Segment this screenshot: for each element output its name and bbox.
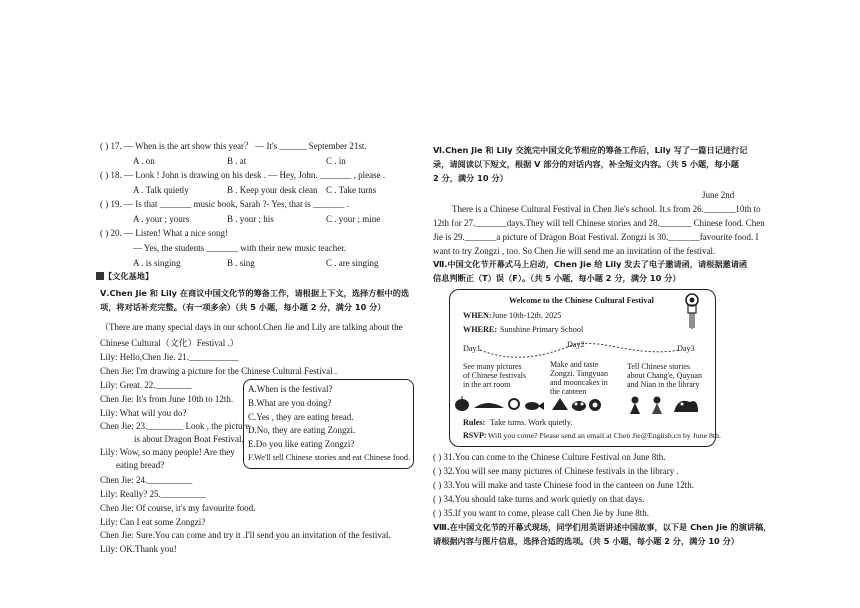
nian-beast-icon bbox=[674, 401, 698, 412]
q19-option-b: B . your ; his bbox=[227, 214, 274, 224]
section-tag: 【文化基地】 bbox=[104, 271, 154, 281]
question-18: ( ) 18. — Look ! John is drawing on his desk . — Hey, John. _______ , please . bbox=[100, 170, 386, 180]
section-8-title-line2: 请根据内容与图片信息，选择合适的选项。（共 5 小题，每小题 2 分，满分 10 分） bbox=[433, 536, 739, 546]
q18-option-b: B . Keep your desk clean bbox=[227, 185, 318, 195]
flyer-when-label: WHEN: bbox=[463, 311, 492, 320]
flyer-day1: Day1 bbox=[463, 344, 481, 353]
dialog-line: Chen Jie: Sure.You can come and try it .I'll send you an invitation of the festival. bbox=[100, 530, 391, 540]
q17-option-b: B . at bbox=[227, 156, 247, 166]
question-20: ( ) 20. — Listen! What a nice song! bbox=[100, 228, 229, 238]
q17-option-a: A . on bbox=[133, 156, 155, 166]
q18-option-c: C . Take turns bbox=[326, 185, 377, 195]
diary-line: Jie is 29._______a picture of Dragon Boat Festival. Zongzi is 30._______favourite food. I bbox=[433, 232, 759, 242]
dialog-line: Lily: Hello,Chen Jie. 21.___________ bbox=[100, 352, 239, 362]
dialog-line: Chen Jie: 24.__________ bbox=[100, 475, 193, 485]
flyer-rsvp: Will you come? Please send an email at Chen Jie@English.cn by June 8th. bbox=[488, 431, 721, 440]
flyer-title: Welcome to the Chinese Cultural Festival bbox=[509, 296, 654, 305]
dialog-line: eating bread? bbox=[116, 460, 165, 470]
option-b: B.What are you doing? bbox=[248, 398, 332, 408]
changee-icon bbox=[630, 397, 640, 415]
question-17: ( ) 17. — When is the art show this year？ — It's ______ September 21st. bbox=[100, 141, 367, 151]
q17-option-c: C . in bbox=[326, 156, 346, 166]
dialog-line: Lily: Wow, so many people! Are they bbox=[100, 447, 235, 457]
q18-option-a: A . Talk quietly bbox=[133, 185, 189, 195]
dialog-line: Chen Jie: 23.________ Look , the picture bbox=[100, 421, 250, 431]
option-a: A.When is the festival? bbox=[248, 384, 333, 394]
flyer-rules: Take turns. Work quietly. bbox=[490, 418, 573, 427]
tangyuan-icon bbox=[572, 401, 586, 411]
flyer-where: Sunshine Primary School bbox=[500, 325, 584, 334]
q20-option-b: B . sing bbox=[227, 258, 255, 268]
diary-date: June 2nd bbox=[702, 190, 735, 200]
zongzi-icon bbox=[552, 398, 568, 410]
lantern-icon bbox=[455, 396, 469, 411]
timeline-path bbox=[470, 338, 700, 362]
dialog-line: Chen Jie: It's from June 10th to 12th. bbox=[100, 394, 234, 404]
tf-question-33: ( ) 33.You will make and taste Chinese food in the canteen on June 12th. bbox=[433, 480, 695, 490]
flyer-day1-activity: See many pictures of Chinese festivals in the art room bbox=[463, 362, 527, 389]
flyer-when: June 10th-12th. 2025 bbox=[492, 311, 562, 320]
section-6-title-line3: 2 分，满分 10 分） bbox=[433, 173, 508, 183]
chinese-knot-icon bbox=[681, 292, 703, 330]
section-7-title: Ⅶ.中国文化节开幕式马上启动，Chen Jie 给 Lily 发去了电子邀请函，请根据邀请函 bbox=[433, 259, 748, 269]
intro-line-2: Chinese Cultural（文化）Festival .） bbox=[100, 338, 239, 348]
flyer-rsvp-label: RSVP: bbox=[463, 431, 487, 440]
dialog-line: Lily: What will you do? bbox=[100, 408, 187, 418]
tf-question-34: ( ) 34.You should take turns and work quietly on that days. bbox=[433, 494, 645, 504]
intro-line-1: （There are many special days in our school.Chen Jie and Lily are talking about the bbox=[100, 322, 403, 332]
dialog-line: Lily: Really? 25.__________ bbox=[100, 489, 206, 499]
section-7-title-line2: 信息判断正（T）误（F）。（共 5 小题，每小题 2 分，满分 10 分） bbox=[433, 273, 681, 283]
option-f: F.We'll tell Chinese stories and eat Chinese food. bbox=[248, 453, 411, 462]
dragon-boat-icon bbox=[474, 403, 504, 408]
tf-question-32: ( ) 32.You will see many pictures of Chinese festivals in the library . bbox=[433, 466, 679, 476]
question-19: ( ) 19. — Is that _______ music book, Sarah ?- Yes, that is _______ . bbox=[100, 199, 349, 209]
section-6-title: Ⅵ.Chen Jie 和 Lily 交流完中国文化节相应的筹备工作后，Lily 写了一篇日记进行记 bbox=[433, 145, 748, 155]
option-d: D.No, they are eating Zongzi. bbox=[248, 425, 356, 435]
flyer-day2-activity: Make and taste Zongzi. Tangyuan and mooncakes in the canteen bbox=[550, 360, 608, 396]
flyer-day3-activity: Tell Chinese stories about Chang'e, Quyuan and Nian in the library bbox=[627, 362, 702, 389]
q20-option-c: C . are singing bbox=[326, 258, 379, 268]
flyer-where-label: WHERE: bbox=[463, 325, 498, 334]
question-20-line2: — Yes, the students _______ with their new music teacher. bbox=[133, 243, 346, 253]
section-6-title-line2: 录，请阅读以下短文，根据 V 部分的对话内容，补全短文内容。（共 5 小题，每小题 bbox=[433, 159, 739, 169]
q20-option-a: A . is singing bbox=[133, 258, 181, 268]
q19-option-a: A . your ; yours bbox=[133, 214, 190, 224]
tf-question-31: ( ) 31.You can come to the Chinese Culture Festival on June 8th. bbox=[433, 452, 666, 462]
option-e: E.Do you like eating Zongzi? bbox=[248, 439, 355, 449]
diary-line: There is a Chinese Cultural Festival in Chen Jie's school. It.s from 26._______10th to bbox=[452, 204, 761, 214]
option-c: C.Yes , they are eating bread. bbox=[248, 412, 354, 422]
diary-line: 12th for 27._______days.They will tell Chinese stories and 28._______ Chinese food. Chen bbox=[433, 218, 765, 228]
dialog-line: Lily: Can I eat some Zongzi? bbox=[100, 517, 206, 527]
section-5-title: Ⅴ.Chen Jie 和 Lily 在商议中国文化节的筹备工作，请根据上下文，选择方框中的选 bbox=[100, 288, 410, 298]
dialog-line: Chen Jie: Of course, it's my favourite food. bbox=[100, 503, 256, 513]
mooncake-icon bbox=[589, 399, 601, 411]
dialog-line: Lily: OK.Thank you! bbox=[100, 544, 177, 554]
quyuan-icon bbox=[652, 397, 662, 415]
fireworks-icon bbox=[509, 399, 519, 409]
diary-line: want to try Zongzi , too. So Chen Jie will send me an invitation of the festival. bbox=[433, 246, 716, 256]
dialog-line: is about Dragon Boat Festival. bbox=[134, 434, 244, 444]
section-5-title-line2: 项，将对话补充完整。（有一项多余）（共 5 小题，每小题 2 分，满分 10 分） bbox=[100, 302, 386, 312]
section-marker-icon bbox=[96, 272, 104, 280]
flyer-illustrations bbox=[452, 394, 710, 416]
flyer-day3: Day3 bbox=[677, 344, 695, 353]
flyer-day2: Day2 bbox=[567, 340, 585, 349]
q19-option-c: C . your ; mine bbox=[326, 214, 381, 224]
dialog-line: Lily: Great. 22.________ bbox=[100, 380, 192, 390]
flyer-rules-label: Rules: bbox=[463, 418, 486, 427]
tf-question-35: ( ) 35.If you want to come, please call Chen Jie by June 8th. bbox=[433, 508, 649, 518]
dialog-line: Chen Jie: I'm drawing a picture for the Chinese Cultural Festival . bbox=[100, 366, 338, 376]
section-8-title: Ⅷ.在中国文化节的开幕式现场，同学们用英语讲述中国故事，以下是 Chen Jie 的演讲稿， bbox=[433, 522, 772, 532]
fish-icon bbox=[525, 402, 544, 410]
